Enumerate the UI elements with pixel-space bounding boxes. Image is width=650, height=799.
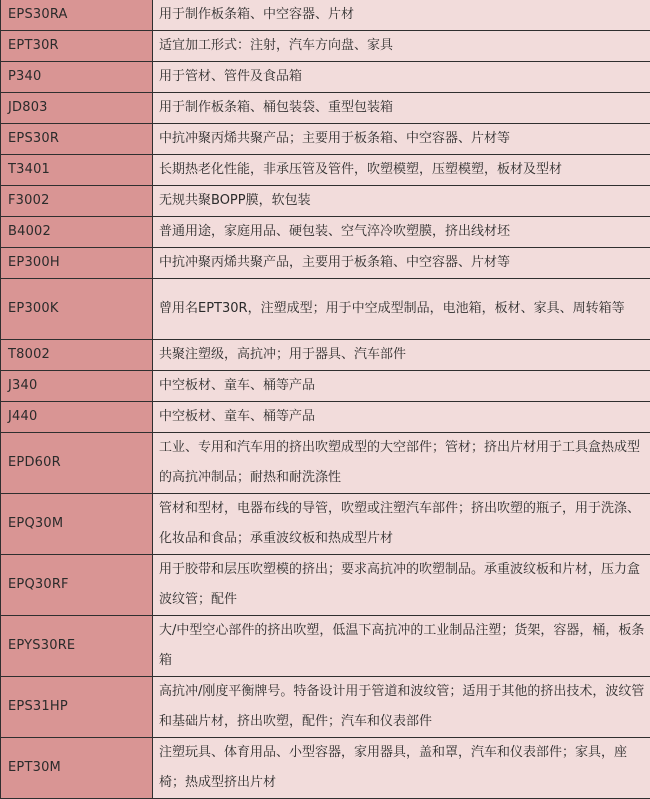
grade-application: 共聚注塑级，高抗冲；用于器具、汽车部件 bbox=[153, 340, 650, 371]
grade-application: 适宜加工形式：注射，汽车方向盘、家具 bbox=[153, 31, 650, 62]
grade-code: EPS30R bbox=[1, 124, 153, 155]
grade-code: EPD60R bbox=[1, 433, 153, 494]
table-row bbox=[1, 738, 650, 799]
table-row bbox=[1, 248, 650, 279]
table-row bbox=[1, 186, 650, 217]
grade-application: 中抗冲聚丙烯共聚产品；主要用于板条箱、中空容器、片材等 bbox=[153, 124, 650, 155]
grade-application: 注塑玩具、体育用品、小型容器，家用器具，盖和罩，汽车和仪表部件；家具，座椅；热成型挤出片材 bbox=[153, 738, 650, 799]
grade-code: EPS30RA bbox=[1, 0, 153, 31]
table-row bbox=[1, 494, 650, 555]
grade-application: 曾用名EPT30R，注塑成型；用于中空成型制品，电池箱，板材、家具、周转箱等 bbox=[153, 279, 650, 340]
table-row bbox=[1, 217, 650, 248]
grade-application: 中空板材、童车、桶等产品 bbox=[153, 371, 650, 402]
grade-code: EP300H bbox=[1, 248, 153, 279]
grade-code: EP300K bbox=[1, 279, 153, 340]
grade-application: 中抗冲聚丙烯共聚产品，主要用于板条箱、中空容器、片材等 bbox=[153, 248, 650, 279]
grade-application: 用于制作板条箱、桶包装袋、重型包装箱 bbox=[153, 93, 650, 124]
grade-code: EPT30R bbox=[1, 31, 153, 62]
grade-code: J340 bbox=[1, 371, 153, 402]
table-row bbox=[1, 279, 650, 340]
grade-code: B4002 bbox=[1, 217, 153, 248]
grade-application: 用于管材、管件及食品箱 bbox=[153, 62, 650, 93]
grade-application: 无规共聚BOPP膜，软包装 bbox=[153, 186, 650, 217]
table-row bbox=[1, 93, 650, 124]
table-row bbox=[1, 340, 650, 371]
table-row bbox=[1, 677, 650, 738]
table-row bbox=[1, 433, 650, 494]
grade-code: J440 bbox=[1, 402, 153, 433]
grade-code: T8002 bbox=[1, 340, 153, 371]
table-row bbox=[1, 616, 650, 677]
grade-application: 用于制作板条箱、中空容器、片材 bbox=[153, 0, 650, 31]
table-row bbox=[1, 371, 650, 402]
grade-application: 中空板材、童车、桶等产品 bbox=[153, 402, 650, 433]
table-row bbox=[1, 155, 650, 186]
table-row bbox=[1, 31, 650, 62]
table-row bbox=[1, 0, 650, 31]
grade-code: EPQ30RF bbox=[1, 555, 153, 616]
grade-code: P340 bbox=[1, 62, 153, 93]
grade-code: EPYS30RE bbox=[1, 616, 153, 677]
grade-application: 长期热老化性能，非承压管及管件，吹塑模塑，压塑模塑，板材及型材 bbox=[153, 155, 650, 186]
grade-application: 高抗冲/刚度平衡牌号。特备设计用于管道和波纹管；适用于其他的挤出技术，波纹管和基础片材，挤出吹塑，配件；汽车和仪表部件 bbox=[153, 677, 650, 738]
grade-code: EPT30M bbox=[1, 738, 153, 799]
grade-application: 工业、专用和汽车用的挤出吹塑成型的大空部件；管材；挤出片材用于工具盒热成型的高抗冲制品；耐热和耐洗涤性 bbox=[153, 433, 650, 494]
grade-code: EPQ30M bbox=[1, 494, 153, 555]
grade-code: JD803 bbox=[1, 93, 153, 124]
grade-application: 大/中型空心部件的挤出吹塑，低温下高抗冲的工业制品注塑；货架，容器，桶，板条箱 bbox=[153, 616, 650, 677]
grade-code: T3401 bbox=[1, 155, 153, 186]
table-row bbox=[1, 62, 650, 93]
grade-application: 普通用途，家庭用品、硬包装、空气淬冷吹塑膜，挤出线材坯 bbox=[153, 217, 650, 248]
grade-code: F3002 bbox=[1, 186, 153, 217]
grade-code: EPS31HP bbox=[1, 677, 153, 738]
table-row bbox=[1, 555, 650, 616]
table-row bbox=[1, 402, 650, 433]
table-row bbox=[1, 124, 650, 155]
grade-application: 管材和型材，电器布线的导管，吹塑或注塑汽车部件；挤出吹塑的瓶子，用于洗涤、化妆品和食品；承重波纹板和热成型片材 bbox=[153, 494, 650, 555]
grade-application: 用于胶带和层压吹塑模的挤出；要求高抗冲的吹塑制品。承重波纹板和片材，压力盒波纹管；配件 bbox=[153, 555, 650, 616]
